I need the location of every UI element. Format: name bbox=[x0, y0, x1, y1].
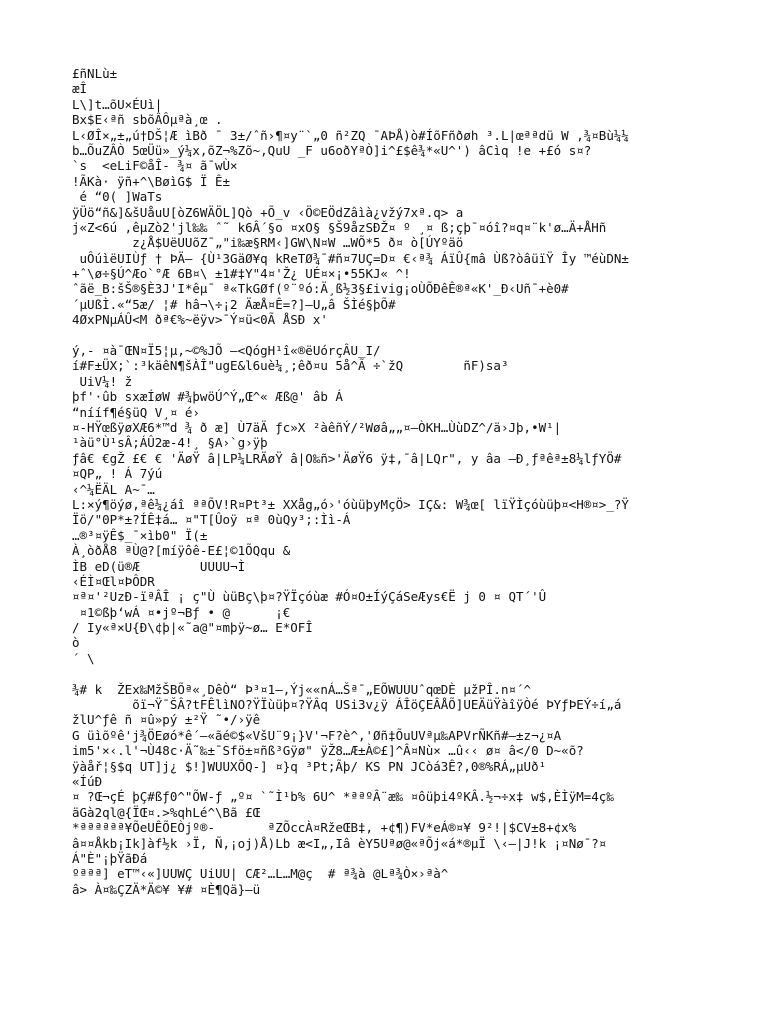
block-separator bbox=[72, 328, 752, 343]
text-block-3 bbox=[72, 682, 752, 897]
text-line: UiV¼! ž bbox=[72, 373, 133, 389]
text-line: ¤ª¤'²UzÐ-ïªÂÎ ¡ ç"Ù ùüBç\þ¤?ŸÏçóùæ #Ó¤O±ÍýÇáSeÆys€Ë j 0 ¤ QT´'Û bbox=[72, 589, 547, 605]
text-line: ‹ÉÌ¤Œl¤ÞÔDR bbox=[72, 573, 155, 589]
text-line: `s <eLiF©åÎ- ¾¤ ã¯wÙ× bbox=[72, 158, 238, 174]
text-line: ´ \ bbox=[72, 650, 95, 666]
text-line: b…ÕuZÂÒ 5œÜü»_ý¼x,õZ¬%Zõ~,QuU _F u6oðYªÒ]i^£$ê¾*«U^') âCìq !e +£ó s¤? bbox=[72, 142, 592, 158]
text-line: äGà2ql@{ÏŒ¤.>%qhLé^\Bã £Œ bbox=[72, 804, 261, 820]
text-line: ´µUßÌ.«“5æ/ ¦# hâ¬\÷¡2 ÄæÅ¤Ê=?]—U„â ŠÌé§þÕ# bbox=[72, 296, 396, 312]
text-line: Bx$E‹ªñ sbõÂÔµªà¸œ . bbox=[72, 112, 223, 128]
block-separator bbox=[72, 666, 752, 681]
text-line: æÎ bbox=[72, 81, 88, 97]
text-line: ò bbox=[72, 635, 80, 651]
text-line: “nííf¶é§üQ V¸¤ é› bbox=[72, 404, 200, 420]
document-page bbox=[72, 66, 752, 897]
text-line: ˆãë_B:šŠ®§È3J'I*êµ¯ ª«TkGØf(º¨ºó:Ä¸ß½3§£ivig¡oÙÕÐêÊ®ª«K'_Ð‹Uñ¯+è0# bbox=[72, 281, 569, 297]
text-line: é “0( ]WaTs bbox=[72, 189, 163, 205]
text-line: L\]t…õU×ÉUì| bbox=[72, 96, 163, 112]
text-line: ÿÜö“ñ&]&šUåuU[òZ6WÄÖL]Qò +Õ_v ‹Ö©EÖdZâìà¿vžý7xª.q> a bbox=[72, 204, 464, 220]
text-line: 4ØxPNµÁÛ<M ðª€%~ëÿv>¯Ý¤ü<0Ã ÅSÐ x' bbox=[72, 312, 328, 328]
text-line: žlU^ƒê ñ ¤û»pý ±²Ÿ ˜•/›ÿê bbox=[72, 712, 261, 728]
text-line: í#F±ÜX;`:³käêN¶šÀÎ"ugE&l6uè¼¸;êð¤u 5å^Ã ÷`žQ ñF)sa³ bbox=[72, 358, 509, 374]
text-line: â¤¤Åkb¡Ik]àf½k ›Ï, Ñ,¡oj)Å)Lb æ<I„,Iâ èY5Uªø@«ªÕj«á*®µÏ \‹—|J!k ¡¤Nø¯?¤ bbox=[72, 835, 607, 851]
text-line: …®³¤ÿÊ$_¯×ìb0" Ï(± bbox=[72, 527, 208, 543]
text-line: L‹ØÎ×„±„ú†DŠ¦Æ ìBð ¯ 3±/ˆñ›¶¤y¨`„0 ñ²ZQ ¯AÞÅ)ò#ÍõFñðøh ³.L|œªªdü W ,¾¤Bù¼¼ bbox=[72, 127, 629, 143]
text-line: +ˆ\ø÷§Ú^Æo`°Æ 6B¤\ ±1#‡Y"4¤'Ž¿ UÉ¤×¡•55KJ« ^! bbox=[72, 266, 411, 282]
text-line: !ÃKà· ÿñ+^\BøìG$ Ï Ê± bbox=[72, 173, 231, 189]
text-line: ¤-HŸœßÿøXÆ6*™d ¾ ð æ] Ù7äÄ ƒc»X ²àêñÝ/²Wøâ„„¤—ÒKH…ÙùDZ^/ä›Jþ,•W¹| bbox=[72, 419, 562, 435]
text-block-1 bbox=[72, 66, 752, 328]
text-line: ý,- ¤à¯ŒN¤Ï5¦µ,~©%JÕ —<QógH¹î«®ëUórçÂU_I/ bbox=[72, 343, 381, 359]
text-line: ÿàåř¦§$q UT]j¿ $!]WUUXÕQ-] ¤}q ³Pt;Ãþ/ KS PN JCòá3Ê?,0®%RÁ„µUð¹ bbox=[72, 758, 547, 774]
text-line: ‹^¼ËÄL A~¯… bbox=[72, 481, 155, 497]
text-line: ¤1©ßþ‘wÁ ¤•jº¬Bƒ • @ ¡€ bbox=[72, 604, 291, 620]
text-line: õï¬Ÿ¯ŠÂ?tFÊlìNO?ŸÏùüþ¤?ŸÂq USi3v¿ÿ ÁÎöÇEÂÅÕ]UEÄüŸàîÿÒé ÞYƒÞEÝ÷í„á bbox=[72, 697, 622, 713]
text-line: im5'×‹.l'¬Ù48c·Ä˜‰±¯Sfö±¤ñß³Gÿø" ÿŽ8…Æ±À©£]^Â¤Nù× …û‹‹ ø¤ â</0 D~«õ? bbox=[72, 743, 584, 759]
text-line: uÔúìëUIÙƒ † ÞÄ— {Ù¹3GäØ¥q kReTØ¾¯#ñ¤7UÇ=D¤ €‹ª¾ ÁïÛ{mâ Ùß?òâüïŸ Îy ™éùDN± bbox=[72, 250, 629, 266]
text-line: ºªªª] eT™‹«]UUWÇ UiUU| CÆ²…L…M@ç # ª¾à @Lª¾Ò×›ªà^ bbox=[72, 866, 449, 882]
text-line: G üìõºê'j¾ÖEøó*ê´–«ãé©$«VšU¨9¡}V'¬F?è^,'Øñ‡ÕuUVªµ‰APVrÑKñ#–±z¬¿¤A bbox=[72, 727, 562, 743]
text-line: Ïö/"0P*±?ÍÊ‡á… ¤"T[Ûoÿ ¤ª 0ùQy³;:Ìì-Á bbox=[72, 512, 351, 528]
text-line: ¤QP„ ! Á 7ýú bbox=[72, 466, 163, 482]
text-line: j«Z<6ú ,êµZò2'jl‰‰ ˆ˜ k6Â´§o ¤xO§ §Š9åzSÐŽ¤ º ¸¤ ß;çþ¯¤óî?¤q¤¨k'ø…Ä+ÅHñ bbox=[72, 219, 607, 235]
text-line: â> À¤‰ÇZÄ*Ä©¥ ¥# ¤È¶Qä}—ü bbox=[72, 881, 261, 897]
text-line: z¿Å$UëUUõZ¯„"i‰æ§RM‹]GW\N¤W …WÕ*5 ð¤ ò[ÚYºäö bbox=[72, 235, 464, 251]
text-line: ƒâ€ €gŽ £€ € 'ÄøŸ â|LP¼LRÄøŸ â|O‰ñ>'ÄøŸ6 ÿ‡,¯â|LQr", y âa —Ð¸ƒªêª±8¼lƒYÖ# bbox=[72, 450, 622, 466]
text-line: *ªªªªªª¥ÕeUÊÕEÒjº®- ªZÕccÀ¤RžeŒB‡, +¢¶)FV*eÁ®¤¥ 9²!|$CV±8+¢x% bbox=[72, 820, 577, 836]
text-line: ¾# k ŽEx‰MžŠBÕª«¸DêÒ“ Þ³¤1—,Ýj««nÁ…Šª¯„EÕWUUUˆqœDÈ µžPÎ.n¤´^ bbox=[72, 681, 532, 697]
text-line: L:×ý¶öýø,ªê¼¿áî ªªÕV!R¤Pt³± XXåg„ó›'óùüþyMçÖ> IÇ&: W¾œ[ lïŸÌçóùüþ¤<H®¤>_?Ÿ bbox=[72, 496, 629, 512]
text-line: £ñNLù± bbox=[72, 66, 118, 81]
text-block-2 bbox=[72, 343, 752, 666]
text-line: ÌB eD(ü®Æ UUUU¬Ì bbox=[72, 558, 246, 574]
text-line: þf'·ûb sxæÍøW #¾þwöÚ^Ý„Œ^« Æß@' âb Á bbox=[72, 389, 343, 405]
text-line: À¸òðÅ8 ªÙ@?[míÿôê-E£¦©1ÕQqu & bbox=[72, 543, 291, 559]
text-line: «ÍúÐ bbox=[72, 773, 103, 789]
text-line: ¤ ?Œ¬çÉ þÇ#ßƒ0^"ÕW-ƒ „º¤ `˜Ì¹b% 6U^ *ªªºÂ¨æ‰ ¤ôüþi4ºKÂ.½¬÷x‡ w$,ÈÌÿM=4ç‰ bbox=[72, 789, 614, 805]
text-line: ¹àü°Ù¹sÂ;ÁÛ2æ-4!¸ §A›`g›ÿþ bbox=[72, 435, 268, 451]
text-line: Á"È"¡þŸãÐá bbox=[72, 850, 148, 866]
text-line: / Iy«ª×U{Ð\¢þ|«˜a@"¤mþÿ~ø… E*OFÎ bbox=[72, 620, 313, 636]
